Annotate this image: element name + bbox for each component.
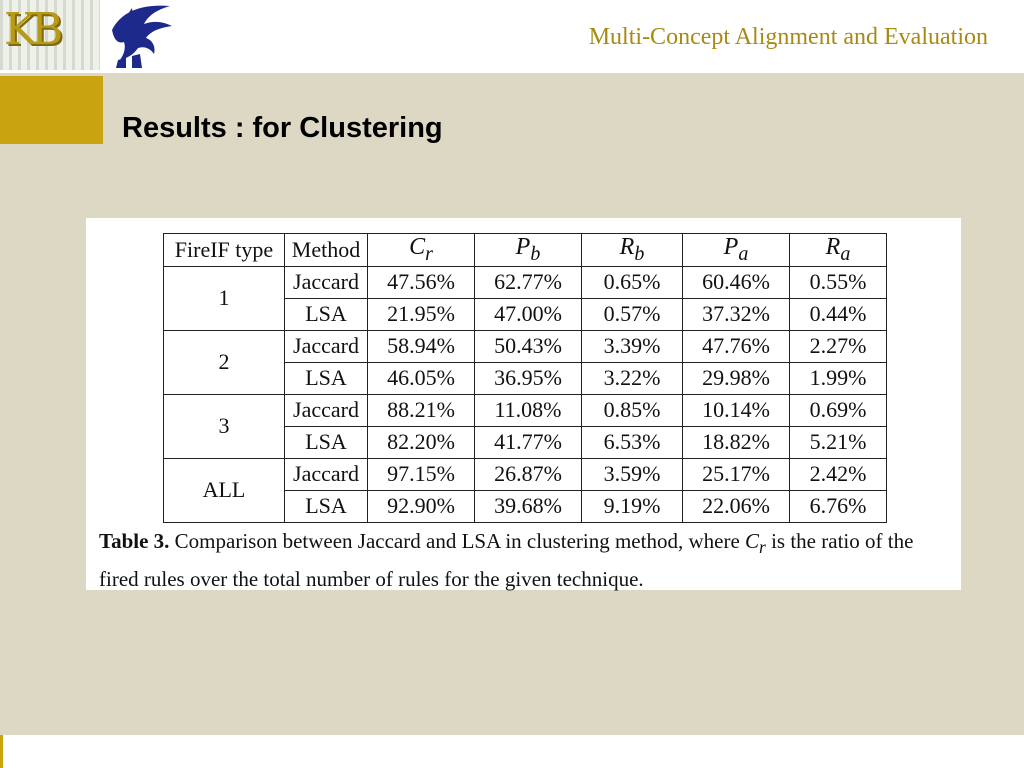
- ra-cell: 5.21%: [790, 426, 887, 458]
- cr-cell: 47.56%: [368, 266, 475, 298]
- griffin-logo-icon: [104, 0, 176, 72]
- ra-cell: 1.99%: [790, 362, 887, 394]
- footer-bar: [0, 735, 1024, 768]
- pa-cell: 18.82%: [683, 426, 790, 458]
- cr-cell: 97.15%: [368, 458, 475, 490]
- cr-cell: 46.05%: [368, 362, 475, 394]
- pa-cell: 29.98%: [683, 362, 790, 394]
- header-cr: $C_r$: [368, 234, 475, 267]
- ra-cell: 2.27%: [790, 330, 887, 362]
- rb-cell: 3.59%: [582, 458, 683, 490]
- pa-cell: 25.17%: [683, 458, 790, 490]
- rb-cell: 3.22%: [582, 362, 683, 394]
- type-cell: 3: [164, 394, 285, 458]
- table-row: [164, 266, 887, 298]
- rb-cell: 6.53%: [582, 426, 683, 458]
- caption-text-end: is the ratio of the fired rules over the total number of rules for the given technique.: [99, 529, 914, 592]
- table-caption: [99, 525, 955, 595]
- pb-cell: 47.00%: [475, 298, 582, 330]
- header-method: Method: [285, 234, 368, 267]
- rb-cell: 0.85%: [582, 394, 683, 426]
- pa-cell: 37.32%: [683, 298, 790, 330]
- cr-cell: 21.95%: [368, 298, 475, 330]
- header-pa: $P_a$: [683, 234, 790, 267]
- rb-cell: 9.19%: [582, 490, 683, 522]
- method-cell: LSA: [285, 426, 368, 458]
- header-pb: $P_b$: [475, 234, 582, 267]
- table-header-row: [164, 234, 887, 267]
- type-cell: ALL: [164, 458, 285, 522]
- method-cell: LSA: [285, 298, 368, 330]
- rb-cell: 3.39%: [582, 330, 683, 362]
- table-figure: [86, 218, 961, 590]
- cr-cell: 82.20%: [368, 426, 475, 458]
- type-cell: 1: [164, 266, 285, 330]
- pa-cell: 22.06%: [683, 490, 790, 522]
- caption-label: Table 3.: [99, 529, 170, 553]
- pb-cell: 62.77%: [475, 266, 582, 298]
- caption-math: $C_r$: [745, 529, 766, 558]
- ra-cell: 0.44%: [790, 298, 887, 330]
- pb-cell: 36.95%: [475, 362, 582, 394]
- method-cell: LSA: [285, 490, 368, 522]
- header-ra: $R_a$: [790, 234, 887, 267]
- method-cell: Jaccard: [285, 330, 368, 362]
- ra-cell: 6.76%: [790, 490, 887, 522]
- pb-cell: 11.08%: [475, 394, 582, 426]
- ra-cell: 0.55%: [790, 266, 887, 298]
- pb-cell: 26.87%: [475, 458, 582, 490]
- type-cell: 2: [164, 330, 285, 394]
- kb-logo: [0, 0, 100, 70]
- header-bar: [0, 0, 1024, 73]
- ra-cell: 2.42%: [790, 458, 887, 490]
- kb-logo-text: KB: [4, 4, 58, 55]
- presentation-title: Multi-Concept Alignment and Evaluation: [588, 24, 988, 50]
- method-cell: Jaccard: [285, 458, 368, 490]
- method-cell: Jaccard: [285, 394, 368, 426]
- pa-cell: 10.14%: [683, 394, 790, 426]
- method-cell: LSA: [285, 362, 368, 394]
- caption-text-start: Comparison between Jaccard and LSA in clustering method, where: [169, 529, 746, 553]
- cr-cell: 92.90%: [368, 490, 475, 522]
- method-cell: Jaccard: [285, 266, 368, 298]
- pb-cell: 39.68%: [475, 490, 582, 522]
- slide-title: Results : for Clustering: [122, 112, 443, 144]
- pa-cell: 60.46%: [683, 266, 790, 298]
- header-fireif-type: FireIF type: [164, 234, 285, 267]
- ra-cell: 0.69%: [790, 394, 887, 426]
- pb-cell: 41.77%: [475, 426, 582, 458]
- table-row: [164, 458, 887, 490]
- pa-cell: 47.76%: [683, 330, 790, 362]
- table-row: [164, 330, 887, 362]
- cr-cell: 58.94%: [368, 330, 475, 362]
- accent-block: [0, 76, 103, 144]
- results-table: [163, 233, 887, 523]
- cr-cell: 88.21%: [368, 394, 475, 426]
- rb-cell: 0.65%: [582, 266, 683, 298]
- table-row: [164, 394, 887, 426]
- pb-cell: 50.43%: [475, 330, 582, 362]
- rb-cell: 0.57%: [582, 298, 683, 330]
- header-rb: $R_b$: [582, 234, 683, 267]
